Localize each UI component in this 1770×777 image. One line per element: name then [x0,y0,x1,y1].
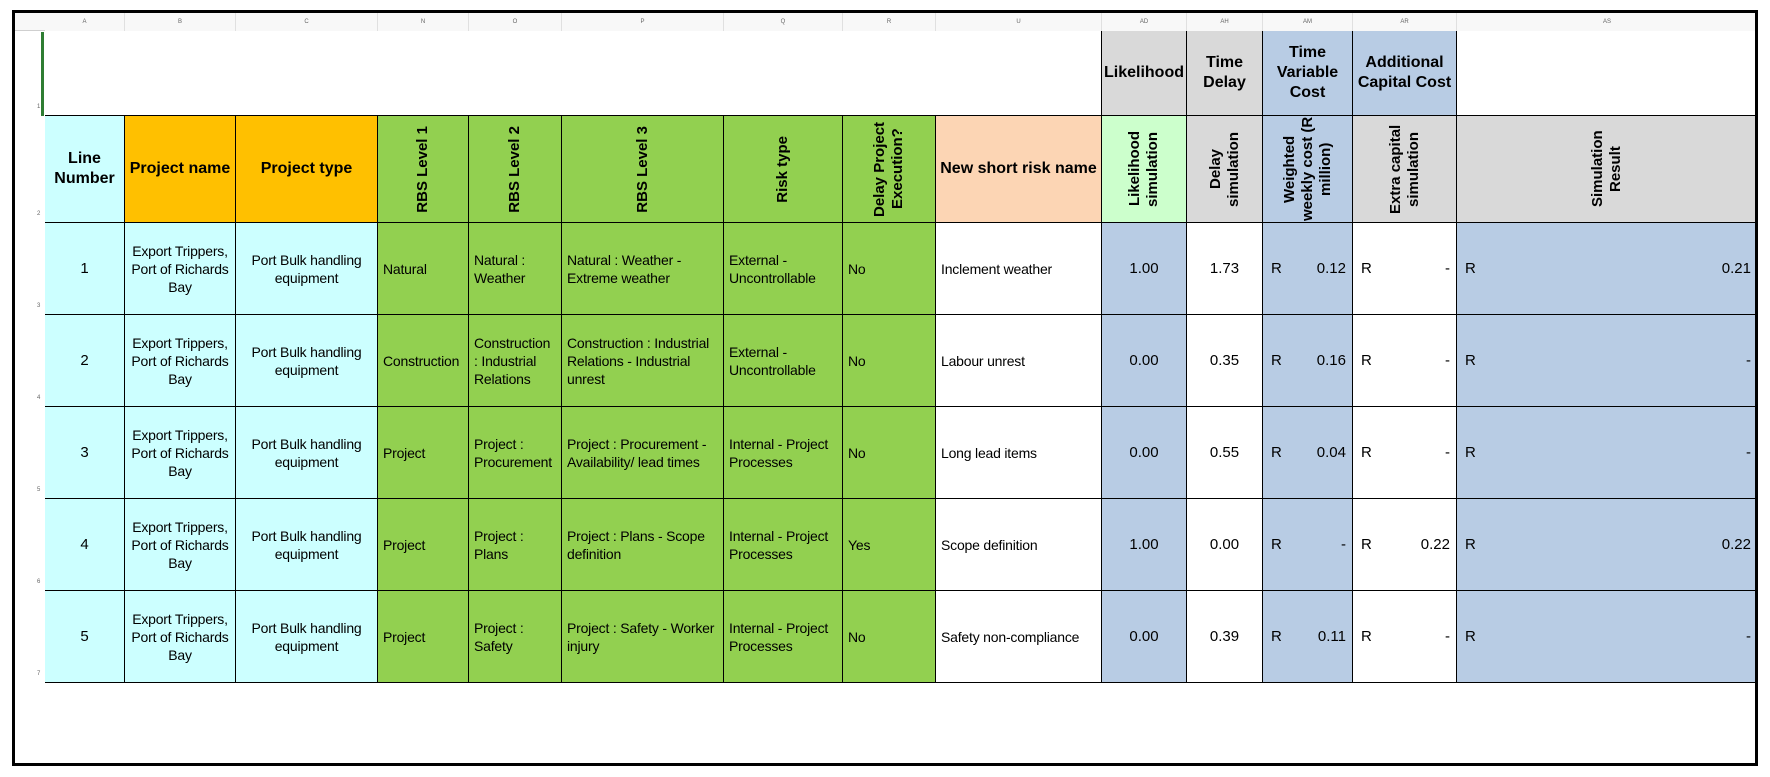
column-letter-header[interactable]: U [936,13,1102,31]
column-header-likelihood-simulation [1102,116,1187,223]
cell-rbs1[interactable]: Natural [378,223,469,315]
currency-value: 0.04 [1316,444,1346,461]
column-letter-header[interactable]: Q [724,13,843,31]
cell-weekly[interactable] [1263,315,1353,407]
cell-rbs1[interactable]: Construction [378,315,469,407]
cell-project-type[interactable]: Port Bulk handling equipment [236,315,378,407]
currency-symbol: R [1361,352,1372,369]
row-number-label: 6 [37,579,41,585]
row-number-header[interactable] [15,211,43,223]
cell-delay[interactable]: No [843,315,936,407]
cell-weekly[interactable] [1263,407,1353,499]
currency-symbol: R [1465,628,1476,645]
cell-delay-sim[interactable]: 0.35 [1187,315,1263,407]
cell-weekly[interactable] [1263,591,1353,683]
currency-symbol: R [1361,260,1372,277]
column-letter-header[interactable]: N [378,13,469,31]
currency-value: - [1445,260,1450,277]
column-header-label: RBS Level 3 [633,125,651,213]
cell-likelihood[interactable]: 1.00 [1102,499,1187,591]
currency-value: - [1746,444,1751,461]
cell-rbs3[interactable]: Project : Plans - Scope definition [562,499,724,591]
column-header-delay-project-execution [843,116,936,223]
cell-risk-type[interactable]: Internal - Project Processes [724,591,843,683]
currency-value: - [1341,536,1346,553]
row-number-label: 5 [37,487,41,493]
cell-result[interactable] [1457,315,1758,407]
cell-rbs2[interactable]: Project : Procurement [469,407,562,499]
cell-capital[interactable] [1353,315,1457,407]
cell-line[interactable]: 5 [45,591,125,683]
row-number-label: 1 [37,104,41,110]
column-letter-header[interactable]: B [125,13,236,31]
cell-risk-type[interactable]: External - Uncontrollable [724,315,843,407]
cell-risk-name[interactable]: Labour unrest [936,315,1102,407]
cell-delay[interactable]: No [843,407,936,499]
currency-symbol: R [1271,628,1282,645]
column-header-rbs-level-3 [562,116,724,223]
cell-likelihood[interactable]: 0.00 [1102,591,1187,683]
group-header-time-delay: Time Delay [1187,31,1263,116]
row-number-header[interactable] [15,487,43,499]
cell-result[interactable] [1457,223,1758,315]
currency-symbol: R [1465,444,1476,461]
column-header-label: Likelihood simulation [1126,131,1161,207]
cell-risk-name[interactable]: Long lead items [936,407,1102,499]
cell-delay[interactable]: No [843,223,936,315]
cell-result[interactable] [1457,591,1758,683]
cell-project-type[interactable]: Port Bulk handling equipment [236,591,378,683]
column-letter-header[interactable]: AH [1187,13,1263,31]
currency-symbol: R [1271,260,1282,277]
cell-delay-sim[interactable]: 0.00 [1187,499,1263,591]
cell-line[interactable]: 2 [45,315,125,407]
column-header-label: Simulation Result [1589,130,1624,208]
cell-rbs2[interactable]: Construction : Industrial Relations [469,315,562,407]
row-number-label: 7 [37,671,41,677]
column-header-label: Risk type [774,135,791,203]
cell-rbs2[interactable]: Natural : Weather [469,223,562,315]
group-header-likelihood: Likelihood [1102,31,1187,116]
column-header-project-type: Project type [236,116,378,223]
currency-value: 0.21 [1721,260,1751,277]
cell-project-name[interactable]: Export Trippers, Port of Richards Bay [125,315,236,407]
cell-line[interactable]: 1 [45,223,125,315]
cell-risk-type[interactable]: External - Uncontrollable [724,223,843,315]
column-header-delay-simulation [1187,116,1263,223]
row-number-header[interactable] [15,671,43,683]
column-letter-header[interactable]: AR [1353,13,1457,31]
currency-symbol: R [1465,536,1476,553]
cell-delay[interactable]: Yes [843,499,936,591]
spreadsheet-frame [12,10,1758,766]
column-header-label: Delay Project Execution? [871,121,906,217]
column-header-simulation-result [1457,116,1758,223]
cell-project-name[interactable]: Export Trippers, Port of Richards Bay [125,223,236,315]
row-number-header[interactable] [15,104,43,116]
row-number-header[interactable] [15,303,43,315]
column-letter-header[interactable]: AD [1102,13,1187,31]
cell-delay-sim[interactable]: 0.55 [1187,407,1263,499]
cell-rbs3[interactable]: Natural : Weather - Extreme weather [562,223,724,315]
column-header-weighted-weekly-cost [1263,116,1353,223]
cell-risk-name[interactable]: Safety non-compliance [936,591,1102,683]
cell-capital[interactable] [1353,591,1457,683]
cell-rbs1[interactable]: Project [378,591,469,683]
cell-rbs1[interactable]: Project [378,407,469,499]
column-header-project-name: Project name [125,116,236,223]
cell-risk-type[interactable]: Internal - Project Processes [724,499,843,591]
column-header-risk-type [724,116,843,223]
cell-line[interactable]: 4 [45,499,125,591]
column-letter-header[interactable]: O [469,13,562,31]
currency-symbol: R [1271,536,1282,553]
currency-value: 0.22 [1420,536,1450,553]
currency-value: 0.22 [1721,536,1751,553]
cell-project-name[interactable]: Export Trippers, Port of Richards Bay [125,407,236,499]
cell-result[interactable] [1457,407,1758,499]
currency-value: - [1445,352,1450,369]
cell-risk-name[interactable]: Inclement weather [936,223,1102,315]
currency-symbol: R [1271,444,1282,461]
cell-delay[interactable]: No [843,591,936,683]
cell-rbs1[interactable]: Project [378,499,469,591]
cell-rbs2[interactable]: Project : Safety [469,591,562,683]
currency-value: 0.12 [1316,260,1346,277]
cell-delay-sim[interactable]: 0.39 [1187,591,1263,683]
currency-value: 0.16 [1316,352,1346,369]
column-header-line-number: Line Number [45,116,125,223]
cell-weekly[interactable] [1263,499,1353,591]
column-header-label: RBS Level 1 [414,125,431,213]
cell-project-type[interactable]: Port Bulk handling equipment [236,499,378,591]
header-spacer [45,31,1102,116]
cell-capital[interactable] [1353,499,1457,591]
column-header-rbs-level-1 [378,116,469,223]
cell-line[interactable]: 3 [45,407,125,499]
column-letter-header[interactable]: P [562,13,724,31]
cell-project-type[interactable]: Port Bulk handling equipment [236,223,378,315]
cell-result[interactable] [1457,499,1758,591]
column-letter-header[interactable]: R [843,13,936,31]
currency-value: - [1746,628,1751,645]
column-header-new-short-risk-name: New short risk name [936,116,1102,223]
column-letter-header[interactable]: AS [1457,13,1758,31]
cell-likelihood[interactable]: 1.00 [1102,223,1187,315]
row-number-label: 3 [37,303,41,309]
column-letter-header[interactable]: C [236,13,378,31]
currency-value: 0.11 [1317,628,1346,645]
column-header-rbs-level-2 [469,116,562,223]
currency-symbol: R [1361,536,1372,553]
row-number-label: 2 [37,211,41,217]
cell-risk-name[interactable]: Scope definition [936,499,1102,591]
cell-project-name[interactable]: Export Trippers, Port of Richards Bay [125,591,236,683]
currency-value: - [1445,628,1450,645]
group-header-additional-capital-cost: Additional Capital Cost [1353,31,1457,116]
row-number-header[interactable] [15,395,43,407]
header-spacer-right [1457,31,1758,116]
cell-weekly[interactable] [1263,223,1353,315]
cell-rbs3[interactable]: Project : Safety - Worker injury [562,591,724,683]
cell-delay-sim[interactable]: 1.73 [1187,223,1263,315]
column-letter-header[interactable]: AM [1263,13,1353,31]
currency-symbol: R [1465,352,1476,369]
currency-symbol: R [1361,628,1372,645]
column-header-label: RBS Level 2 [506,125,523,213]
cell-project-type[interactable]: Port Bulk handling equipment [236,407,378,499]
currency-symbol: R [1465,260,1476,277]
cell-risk-type[interactable]: Internal - Project Processes [724,407,843,499]
column-header-label: Extra capital simulation [1386,124,1422,214]
column-header-extra-capital-simulation [1353,116,1457,223]
cell-capital[interactable] [1353,407,1457,499]
cell-rbs3[interactable]: Project : Procurement - Availability/ lead times [562,407,724,499]
currency-value: - [1445,444,1450,461]
cell-rbs3[interactable]: Construction : Industrial Relations - Industrial unrest [562,315,724,407]
row-number-label: 4 [37,395,41,401]
column-header-label: Delay simulation [1206,131,1242,207]
row-number-header[interactable] [15,579,43,591]
cell-likelihood[interactable]: 0.00 [1102,407,1187,499]
group-header-time-variable-cost: Time Variable Cost [1263,31,1353,116]
column-letter-header[interactable]: A [45,13,125,31]
currency-symbol: R [1361,444,1372,461]
cell-project-name[interactable]: Export Trippers, Port of Richards Bay [125,499,236,591]
column-header-label: Weighted weekly cost (R million) [1280,116,1334,222]
currency-symbol: R [1271,352,1282,369]
cell-rbs2[interactable]: Project : Plans [469,499,562,591]
cell-likelihood[interactable]: 0.00 [1102,315,1187,407]
currency-value: - [1746,352,1751,369]
row-selection-marker [41,32,44,116]
cell-capital[interactable] [1353,223,1457,315]
